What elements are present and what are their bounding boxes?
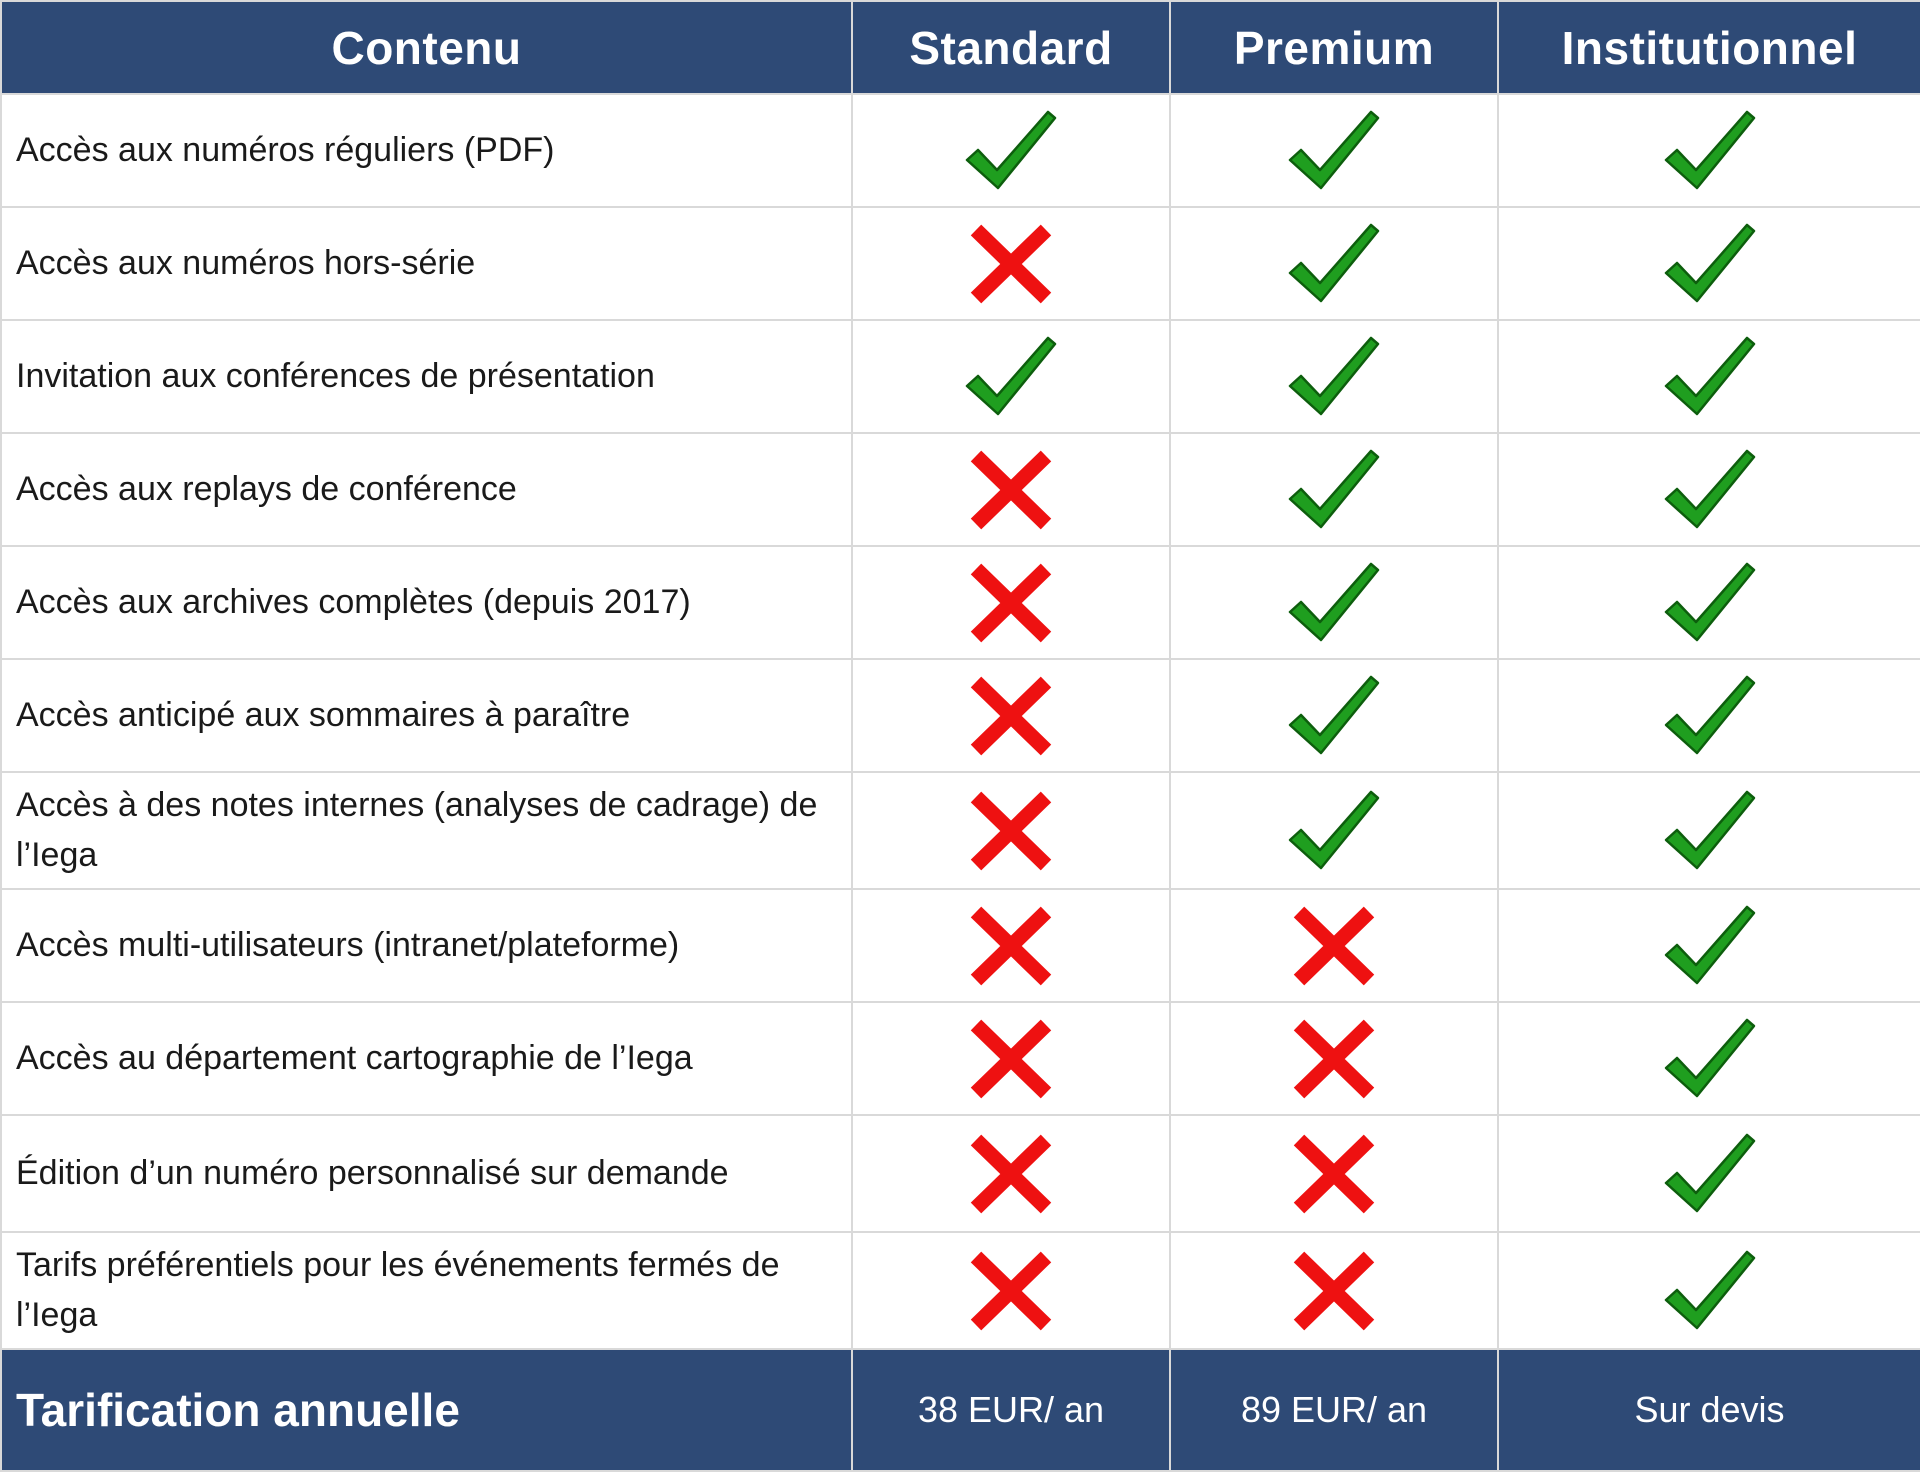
pricing-label: Tarification annuelle	[1, 1349, 852, 1471]
table-row	[1, 433, 1920, 546]
price-standard: 38 EUR/ an	[852, 1349, 1170, 1471]
table-row	[1, 320, 1920, 433]
checkmark-icon	[1663, 334, 1757, 420]
checkmark-icon	[1287, 334, 1381, 420]
table-row	[1, 1115, 1920, 1232]
table-body	[1, 94, 1920, 1349]
availability-premium	[1170, 546, 1498, 659]
availability-premium	[1170, 772, 1498, 889]
header-row	[1, 1, 1920, 94]
checkmark-icon	[964, 108, 1058, 194]
availability-premium	[1170, 1232, 1498, 1349]
checkmark-icon	[1287, 788, 1381, 874]
availability-standard	[852, 659, 1170, 772]
availability-institutionnel	[1498, 1115, 1920, 1232]
cross-icon	[1289, 1016, 1379, 1102]
availability-institutionnel	[1498, 320, 1920, 433]
availability-premium	[1170, 433, 1498, 546]
price-premium: 89 EUR/ an	[1170, 1349, 1498, 1471]
table-header	[1, 1, 1920, 94]
feature-label: Accès aux numéros réguliers (PDF)	[1, 94, 852, 207]
availability-premium	[1170, 659, 1498, 772]
availability-standard	[852, 546, 1170, 659]
availability-premium	[1170, 320, 1498, 433]
table-footer	[1, 1349, 1920, 1471]
availability-institutionnel	[1498, 1002, 1920, 1115]
availability-institutionnel	[1498, 1232, 1920, 1349]
cross-icon	[966, 447, 1056, 533]
header-institutionnel: Institutionnel	[1498, 1, 1920, 94]
checkmark-icon	[1663, 447, 1757, 533]
table-row	[1, 94, 1920, 207]
checkmark-icon	[1663, 221, 1757, 307]
availability-institutionnel	[1498, 659, 1920, 772]
pricing-row	[1, 1349, 1920, 1471]
availability-premium	[1170, 889, 1498, 1002]
feature-label: Accès à des notes internes (analyses de cadrage) de l’Iega	[1, 772, 852, 889]
availability-standard	[852, 433, 1170, 546]
availability-institutionnel	[1498, 889, 1920, 1002]
feature-label: Invitation aux conférences de présentation	[1, 320, 852, 433]
checkmark-icon	[1663, 788, 1757, 874]
checkmark-icon	[1663, 108, 1757, 194]
checkmark-icon	[1663, 1131, 1757, 1217]
checkmark-icon	[1287, 108, 1381, 194]
table-row	[1, 207, 1920, 320]
header-standard: Standard	[852, 1, 1170, 94]
availability-institutionnel	[1498, 94, 1920, 207]
table-row	[1, 659, 1920, 772]
checkmark-icon	[1663, 560, 1757, 646]
cross-icon	[966, 788, 1056, 874]
header-premium: Premium	[1170, 1, 1498, 94]
table-row	[1, 1002, 1920, 1115]
cross-icon	[966, 1016, 1056, 1102]
cross-icon	[966, 560, 1056, 646]
availability-standard	[852, 94, 1170, 207]
table-row	[1, 889, 1920, 1002]
cross-icon	[966, 673, 1056, 759]
checkmark-icon	[1663, 903, 1757, 989]
checkmark-icon	[1287, 673, 1381, 759]
checkmark-icon	[1663, 1016, 1757, 1102]
cross-icon	[1289, 1131, 1379, 1217]
cross-icon	[1289, 1248, 1379, 1334]
checkmark-icon	[1287, 560, 1381, 646]
cross-icon	[966, 1248, 1056, 1334]
availability-institutionnel	[1498, 772, 1920, 889]
availability-standard	[852, 320, 1170, 433]
cross-icon	[1289, 903, 1379, 989]
availability-institutionnel	[1498, 207, 1920, 320]
table-row	[1, 1232, 1920, 1349]
availability-institutionnel	[1498, 546, 1920, 659]
availability-premium	[1170, 1002, 1498, 1115]
cross-icon	[966, 221, 1056, 307]
table-row	[1, 772, 1920, 889]
checkmark-icon	[964, 334, 1058, 420]
availability-premium	[1170, 94, 1498, 207]
availability-institutionnel	[1498, 433, 1920, 546]
availability-standard	[852, 772, 1170, 889]
cross-icon	[966, 1131, 1056, 1217]
feature-label: Accès multi-utilisateurs (intranet/plateforme)	[1, 889, 852, 1002]
feature-label: Accès aux archives complètes (depuis 2017)	[1, 546, 852, 659]
availability-standard	[852, 207, 1170, 320]
feature-label: Accès au département cartographie de l’Iega	[1, 1002, 852, 1115]
checkmark-icon	[1287, 447, 1381, 533]
feature-label: Accès aux replays de conférence	[1, 433, 852, 546]
feature-label: Édition d’un numéro personnalisé sur demande	[1, 1115, 852, 1232]
cross-icon	[966, 903, 1056, 989]
availability-standard	[852, 889, 1170, 1002]
table-row	[1, 546, 1920, 659]
feature-label: Accès anticipé aux sommaires à paraître	[1, 659, 852, 772]
availability-premium	[1170, 1115, 1498, 1232]
availability-standard	[852, 1115, 1170, 1232]
header-content: Contenu	[1, 1, 852, 94]
checkmark-icon	[1663, 1248, 1757, 1334]
feature-label: Tarifs préférentiels pour les événements fermés de l’Iega	[1, 1232, 852, 1349]
availability-standard	[852, 1002, 1170, 1115]
availability-standard	[852, 1232, 1170, 1349]
feature-label: Accès aux numéros hors-série	[1, 207, 852, 320]
availability-premium	[1170, 207, 1498, 320]
checkmark-icon	[1287, 221, 1381, 307]
checkmark-icon	[1663, 673, 1757, 759]
price-institutionnel: Sur devis	[1498, 1349, 1920, 1471]
